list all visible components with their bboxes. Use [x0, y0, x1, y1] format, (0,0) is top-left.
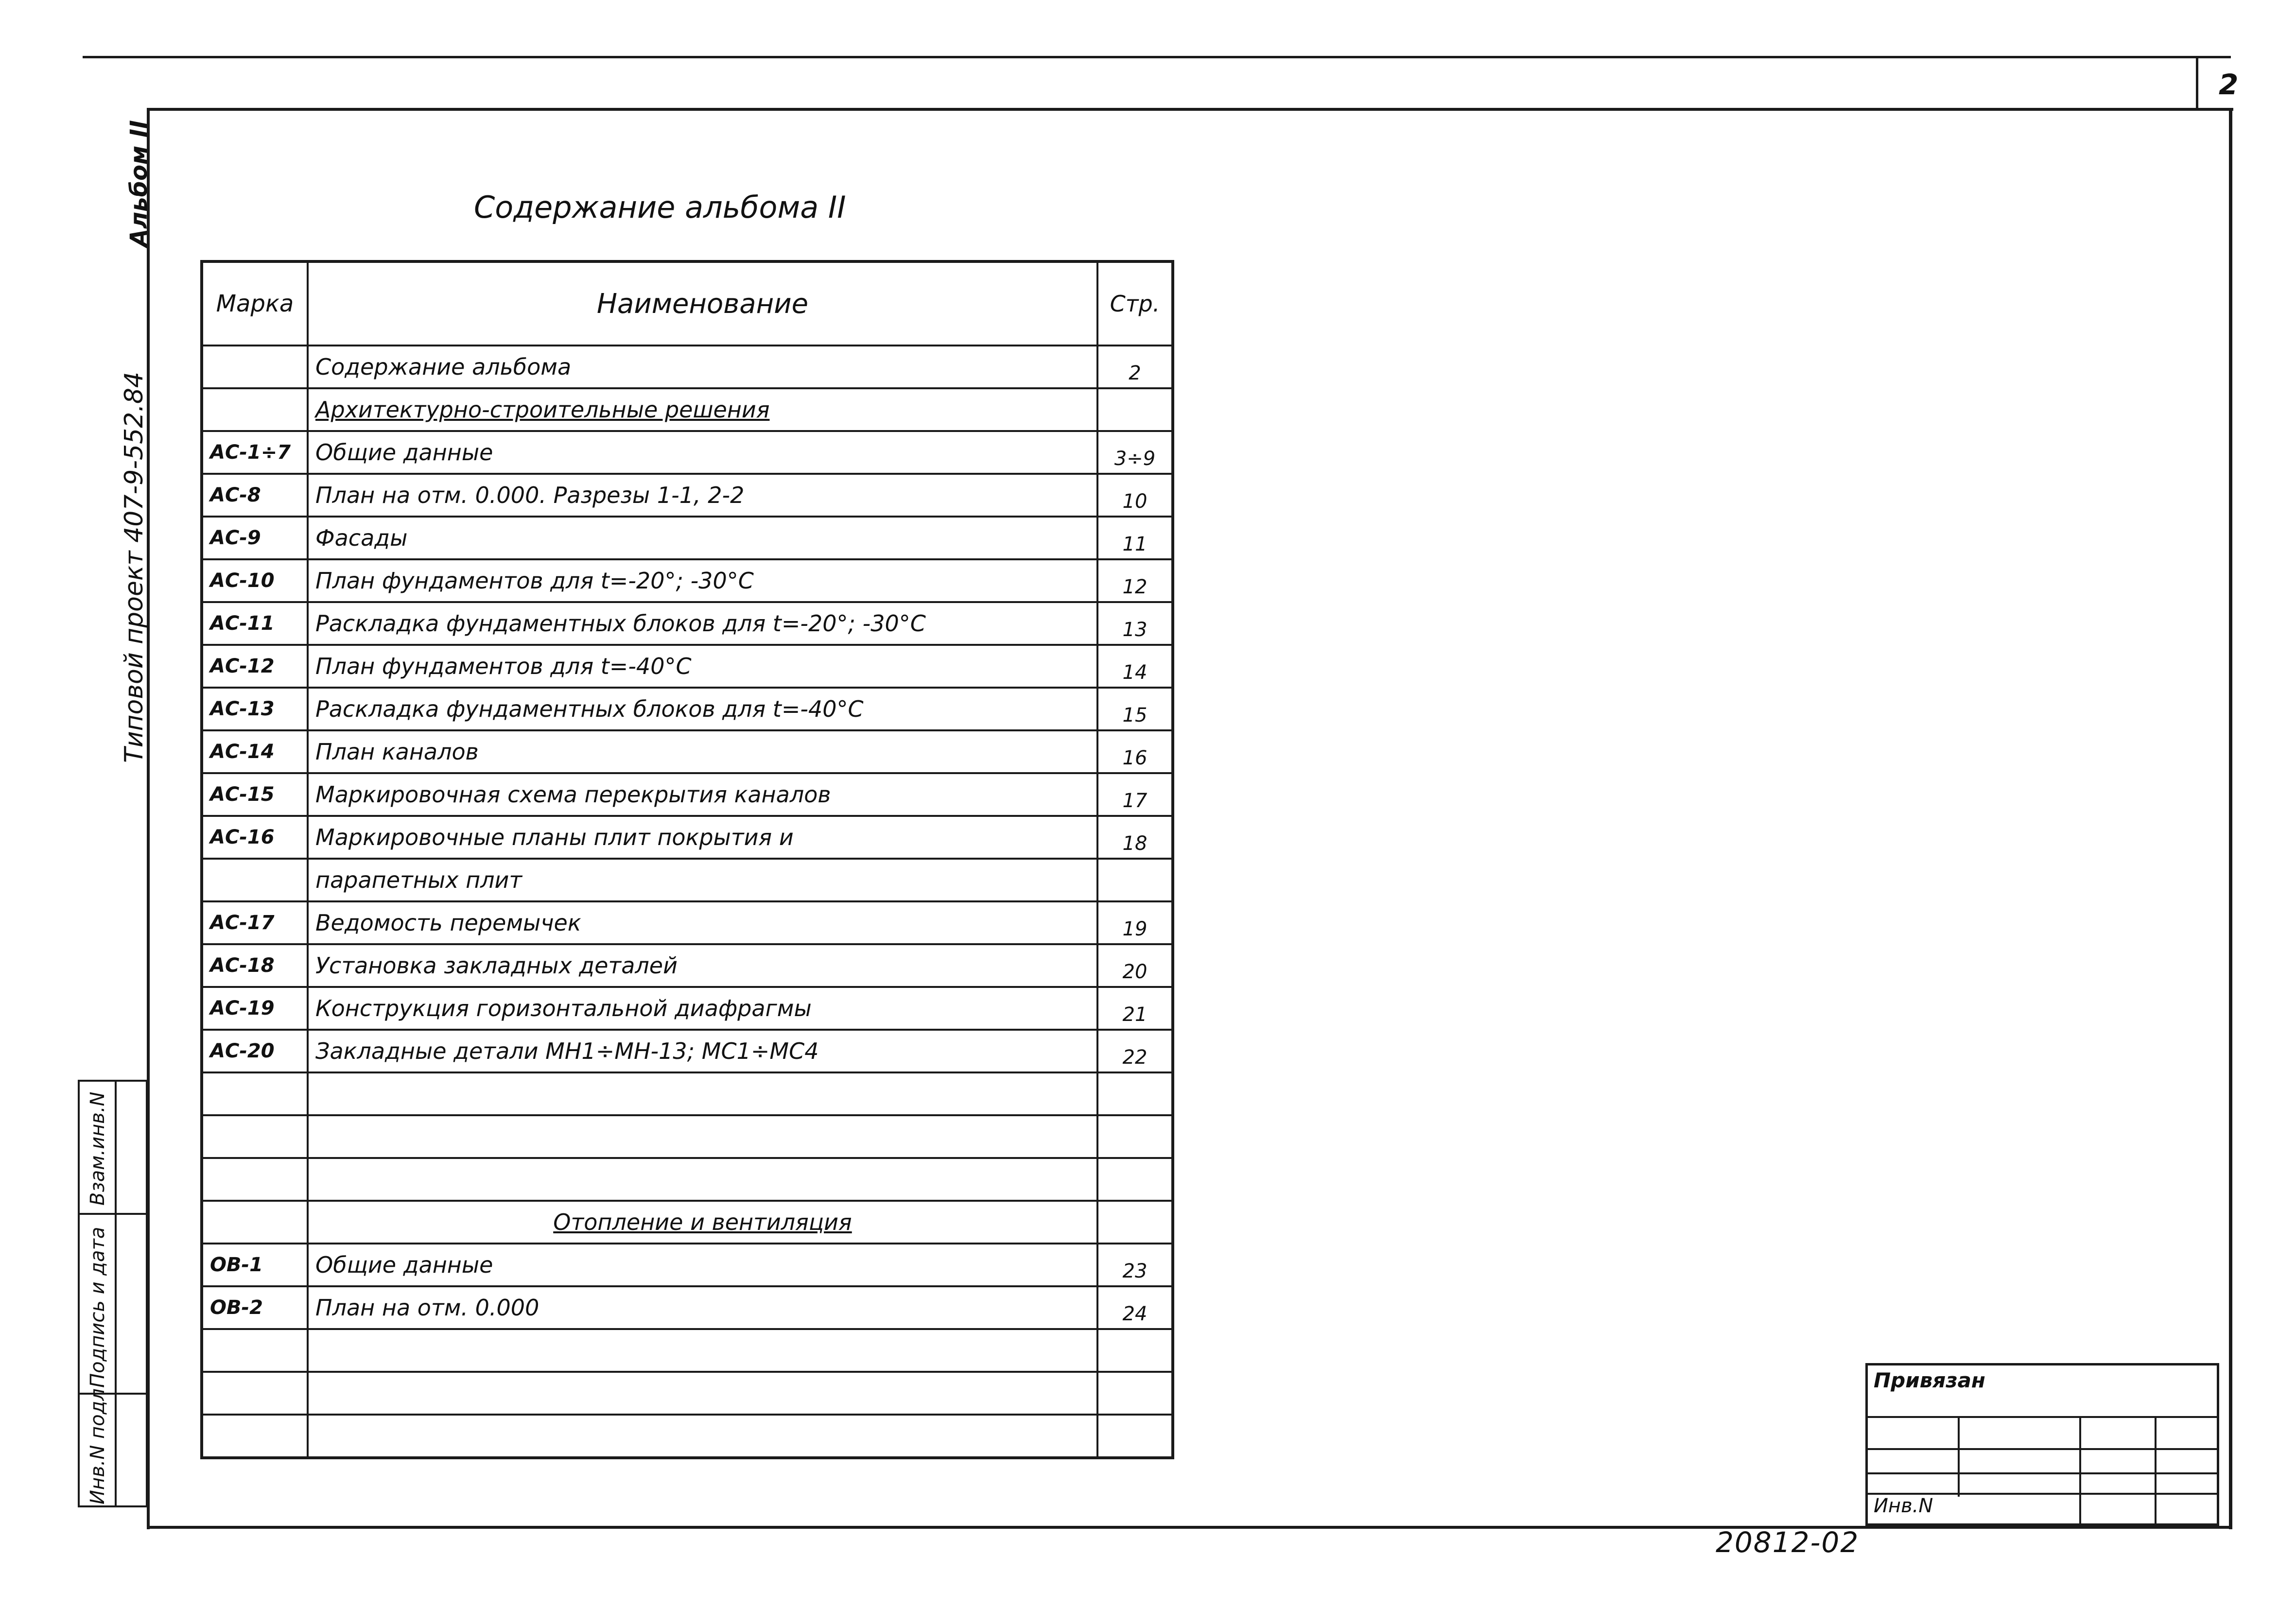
- table-row: [202, 1286, 1173, 1329]
- row-page: 10: [1097, 474, 1173, 517]
- row-page: 18: [1097, 816, 1173, 859]
- row-name: План каналов: [308, 730, 1097, 773]
- row-page: [1097, 859, 1173, 901]
- table-header-row: [202, 261, 1173, 346]
- stamp-original-inventory-label: Инв.N подл.: [87, 1382, 109, 1504]
- row-name: парапетных плит: [308, 859, 1097, 901]
- row-mark: АС-8: [202, 474, 308, 517]
- row-name: План на отм. 0.000. Разрезы 1-1, 2-2: [308, 474, 1097, 517]
- row-mark: АС-12: [202, 645, 308, 688]
- row-page: [1097, 1072, 1173, 1115]
- table-row: [202, 944, 1173, 987]
- row-mark: АС-15: [202, 773, 308, 816]
- page-number: 2: [2219, 68, 2239, 101]
- row-name: [308, 1372, 1097, 1415]
- row-name: План на отм. 0.000: [308, 1286, 1097, 1329]
- stamp-vline-3: [2155, 1418, 2157, 1525]
- page-number-box-left: [2196, 58, 2198, 109]
- row-page: 21: [1097, 987, 1173, 1030]
- row-mark: [202, 1158, 308, 1201]
- row-mark: [202, 859, 308, 901]
- table-row: [202, 388, 1173, 431]
- top-rule: [83, 56, 2231, 58]
- row-page: 13: [1097, 602, 1173, 645]
- row-mark: АС-18: [202, 944, 308, 987]
- row-name: Маркировочная схема перекрытия каналов: [308, 773, 1097, 816]
- frame-bottom: [147, 1526, 2232, 1529]
- row-mark: [202, 1372, 308, 1415]
- row-mark: [202, 388, 308, 431]
- row-mark: АС-1÷7: [202, 431, 308, 474]
- row-page: 11: [1097, 517, 1173, 559]
- binding-stamp-label: Привязан: [1874, 1368, 1985, 1392]
- margin-stamp: [78, 1080, 148, 1507]
- row-mark: АС-16: [202, 816, 308, 859]
- table-row: [202, 1244, 1173, 1286]
- table-row: [202, 645, 1173, 688]
- row-page: 3÷9: [1097, 431, 1173, 474]
- row-name: Конструкция горизонтальной диафрагмы: [308, 987, 1097, 1030]
- table-row: [202, 901, 1173, 944]
- row-mark: АС-9: [202, 517, 308, 559]
- table-row: [202, 1072, 1173, 1115]
- contents-table: [200, 260, 1174, 1459]
- stamp-signature-date-label: Подпись и дата: [87, 1227, 109, 1388]
- row-page: 17: [1097, 773, 1173, 816]
- row-name: [308, 1072, 1097, 1115]
- row-mark: [202, 1329, 308, 1372]
- row-page: [1097, 388, 1173, 431]
- document-code: 20812-02: [1716, 1526, 1860, 1559]
- frame-top: [148, 108, 2233, 111]
- table-row: [202, 1201, 1173, 1244]
- stamp-replacement-inventory-label: Взам.инв.N: [87, 1091, 109, 1206]
- row-page: 22: [1097, 1030, 1173, 1072]
- row-page: 16: [1097, 730, 1173, 773]
- table-row: [202, 730, 1173, 773]
- row-page: [1097, 1329, 1173, 1372]
- row-mark: [202, 1415, 308, 1458]
- row-mark: ОВ-1: [202, 1244, 308, 1286]
- row-page: 14: [1097, 645, 1173, 688]
- row-mark: АС-10: [202, 559, 308, 602]
- table-row: [202, 773, 1173, 816]
- table-row: [202, 431, 1173, 474]
- table-row: [202, 1372, 1173, 1415]
- row-page: [1097, 1415, 1173, 1458]
- row-name: Общие данные: [308, 1244, 1097, 1286]
- row-mark: [202, 1072, 308, 1115]
- row-page: 2: [1097, 346, 1173, 388]
- margin-stamp-divider-1: [80, 1213, 146, 1215]
- row-mark: АС-11: [202, 602, 308, 645]
- table-row: [202, 1030, 1173, 1072]
- row-name: Архитектурно-строительные решения: [308, 388, 1097, 431]
- table-row: [202, 987, 1173, 1030]
- row-name: [308, 1415, 1097, 1458]
- table-row: [202, 1115, 1173, 1158]
- row-page: 24: [1097, 1286, 1173, 1329]
- album-title: Содержание альбома II: [474, 190, 846, 225]
- row-name: Раскладка фундаментных блоков для t=-40°С: [308, 688, 1097, 730]
- row-name: Фасады: [308, 517, 1097, 559]
- row-page: [1097, 1372, 1173, 1415]
- row-page: 19: [1097, 901, 1173, 944]
- row-name: Маркировочные планы плит покрытия и: [308, 816, 1097, 859]
- row-mark: [202, 1115, 308, 1158]
- row-mark: АС-14: [202, 730, 308, 773]
- table-row: [202, 816, 1173, 859]
- name-header: Наименование: [308, 261, 1097, 346]
- margin-stamp-vertical-divider: [115, 1082, 117, 1505]
- stamp-line-1: [1868, 1416, 2217, 1418]
- row-page: 15: [1097, 688, 1173, 730]
- page-header: Стр.: [1097, 261, 1173, 346]
- row-mark: АС-13: [202, 688, 308, 730]
- row-page: 20: [1097, 944, 1173, 987]
- table-row: [202, 602, 1173, 645]
- row-mark: АС-20: [202, 1030, 308, 1072]
- row-page: 23: [1097, 1244, 1173, 1286]
- row-mark: АС-17: [202, 901, 308, 944]
- row-name: Общие данные: [308, 431, 1097, 474]
- table-row: [202, 1415, 1173, 1458]
- row-name: [308, 1158, 1097, 1201]
- row-page: [1097, 1158, 1173, 1201]
- table-row: [202, 1329, 1173, 1372]
- row-name: Раскладка фундаментных блоков для t=-20°; -30°С: [308, 602, 1097, 645]
- row-page: 12: [1097, 559, 1173, 602]
- album-side-label: Альбом II: [125, 120, 153, 247]
- table-row: [202, 474, 1173, 517]
- row-name: План фундаментов для t=-20°; -30°С: [308, 559, 1097, 602]
- stamp-line-3: [1868, 1472, 2217, 1474]
- table-row: [202, 517, 1173, 559]
- project-side-label: Типовой проект 407-9-552.84: [120, 371, 149, 763]
- row-name: План фундаментов для t=-40°С: [308, 645, 1097, 688]
- row-name: [308, 1115, 1097, 1158]
- row-name: Содержание альбома: [308, 346, 1097, 388]
- row-mark: ОВ-2: [202, 1286, 308, 1329]
- frame-right: [2229, 108, 2232, 1529]
- stamp-inventory-label: Инв.N: [1874, 1495, 1933, 1517]
- row-name: Установка закладных деталей: [308, 944, 1097, 987]
- row-mark: [202, 1201, 308, 1244]
- row-mark: АС-19: [202, 987, 308, 1030]
- row-page: [1097, 1201, 1173, 1244]
- row-name: Отопление и вентиляция: [308, 1201, 1097, 1244]
- table-row: [202, 688, 1173, 730]
- mark-header: Марка: [202, 261, 308, 346]
- table-row: [202, 559, 1173, 602]
- stamp-vline-1: [1958, 1418, 1960, 1497]
- table-row: [202, 859, 1173, 901]
- stamp-vline-2: [2079, 1418, 2081, 1525]
- binding-stamp: [1865, 1363, 2219, 1526]
- row-name: Ведомость перемычек: [308, 901, 1097, 944]
- row-name: [308, 1329, 1097, 1372]
- row-mark: [202, 346, 308, 388]
- table-row: [202, 1158, 1173, 1201]
- stamp-line-2: [1868, 1448, 2217, 1450]
- row-name: Закладные детали МН1÷МН-13; МС1÷МС4: [308, 1030, 1097, 1072]
- table-row: [202, 346, 1173, 388]
- row-page: [1097, 1115, 1173, 1158]
